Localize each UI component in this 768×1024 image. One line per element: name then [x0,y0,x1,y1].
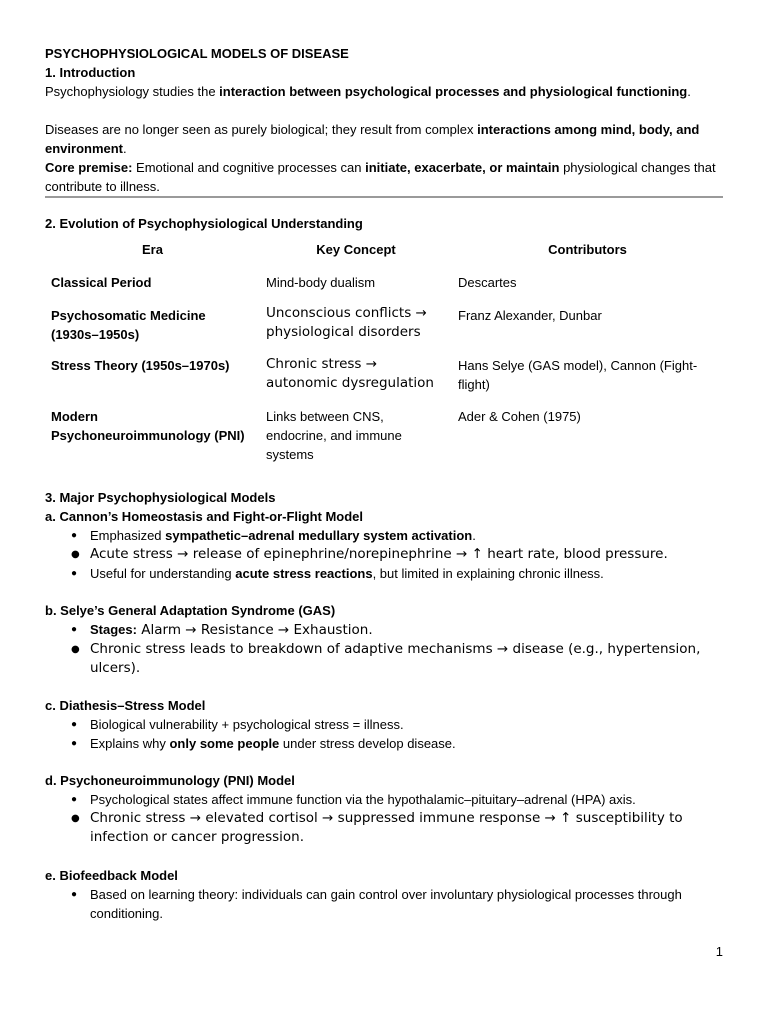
list-item: ● Based on learning theory: individuals can gain control over involuntary physiological processes through conditioning. [71,887,682,921]
concept-cell: Links between CNS, endocrine, and immune systems [266,409,402,462]
list-item: ● Stages: Alarm → Resistance → Exhaustion. [71,622,373,638]
contributors-cell: Ader & Cohen (1975) [458,409,581,424]
model-d-bullets [65,790,725,847]
table-row [45,401,723,464]
column-header-contributors: Contributors [548,241,627,257]
intro-heading: 1. Introduction [45,65,136,80]
bullet-icon: ● [71,794,78,805]
model-c-bullets [65,715,725,753]
page-number: 1 [715,944,723,959]
era-cell: Stress Theory (1950s–1970s) [51,358,230,373]
list-item: ● Chronic stress → elevated cortisol → suppressed immune response → ↑ susceptibility to infection or cancer progression. [71,810,683,845]
list-item: ● Chronic stress leads to breakdown of adaptive mechanisms → disease (e.g., hypertension, ulcers). [71,641,701,676]
intro-paragraph-3: Core premise: Emotional and cognitive processes can initiate, exacerbate, or maintain physiological changes that contribute to illness. [45,160,716,194]
table-header-row [45,238,723,260]
intro-paragraph-1: Psychophysiology studies the interaction between psychological processes and physiological functioning. [45,84,691,99]
contributors-cell: Descartes [458,275,517,290]
list-item: ● Explains why only some people under stress develop disease. [71,736,456,751]
model-c-heading: c. Diathesis–Stress Model [45,698,206,713]
bullet-icon: ● [71,644,80,655]
era-cell: Psychosomatic Medicine (1930s–1950s) [51,308,206,342]
list-item: ● Acute stress → release of epinephrine/norepinephrine → ↑ heart rate, blood pressure. [71,546,668,562]
model-e-bullets [65,885,725,923]
list-item: ● Biological vulnerability + psychological stress = illness. [71,717,404,732]
table-row [45,299,723,350]
list-item: ● Emphasized sympathetic–adrenal medullary system activation. [71,528,476,543]
column-header-era: Era [142,241,163,257]
concept-cell: Mind-body dualism [266,275,376,290]
intro-paragraph-2: Diseases are no longer seen as purely biological; they result from complex interactions among mind, body, and environment. [45,122,700,156]
era-cell: Classical Period [51,275,152,290]
column-header-key-concept: Key Concept [316,241,396,257]
evolution-heading: 2. Evolution of Psychophysiological Understanding [45,216,363,231]
table-row [45,260,723,299]
model-b-bullets [65,620,725,678]
list-item: ● Useful for understanding acute stress reactions, but limited in explaining chronic illness. [71,566,604,581]
bullet-icon: ● [71,530,78,541]
concept-cell: Unconscious conflicts → physiological disorders [266,305,427,340]
contributors-cell: Franz Alexander, Dunbar [458,308,602,323]
bullet-icon: ● [71,549,80,560]
document-title: PSYCHOPHYSIOLOGICAL MODELS OF DISEASE [45,46,349,61]
model-a-heading: a. Cannon’s Homeostasis and Fight-or-Flight Model [45,509,364,524]
models-heading: 3. Major Psychophysiological Models [45,490,276,505]
horizontal-divider [45,196,723,198]
model-d-heading: d. Psychoneuroimmunology (PNI) Model [45,773,295,788]
bullet-icon: ● [71,624,78,635]
list-item: ● Psychological states affect immune function via the hypothalamic–pituitary–adrenal (HPA) axis. [71,792,636,807]
table-row [45,350,723,401]
bullet-icon: ● [71,889,78,900]
concept-cell: Chronic stress → autonomic dysregulation [266,356,434,391]
model-e-heading: e. Biofeedback Model [45,868,178,883]
contributors-cell: Hans Selye (GAS model), Cannon (Fight-flight) [458,358,698,392]
model-b-heading: b. Selye’s General Adaptation Syndrome (GAS) [45,603,336,618]
bullet-icon: ● [71,738,78,749]
era-cell: Modern Psychoneuroimmunology (PNI) [51,409,245,443]
bullet-icon: ● [71,568,78,579]
bullet-icon: ● [71,813,80,824]
evolution-table [45,238,723,464]
model-a-bullets [65,526,725,583]
bullet-icon: ● [71,719,78,730]
